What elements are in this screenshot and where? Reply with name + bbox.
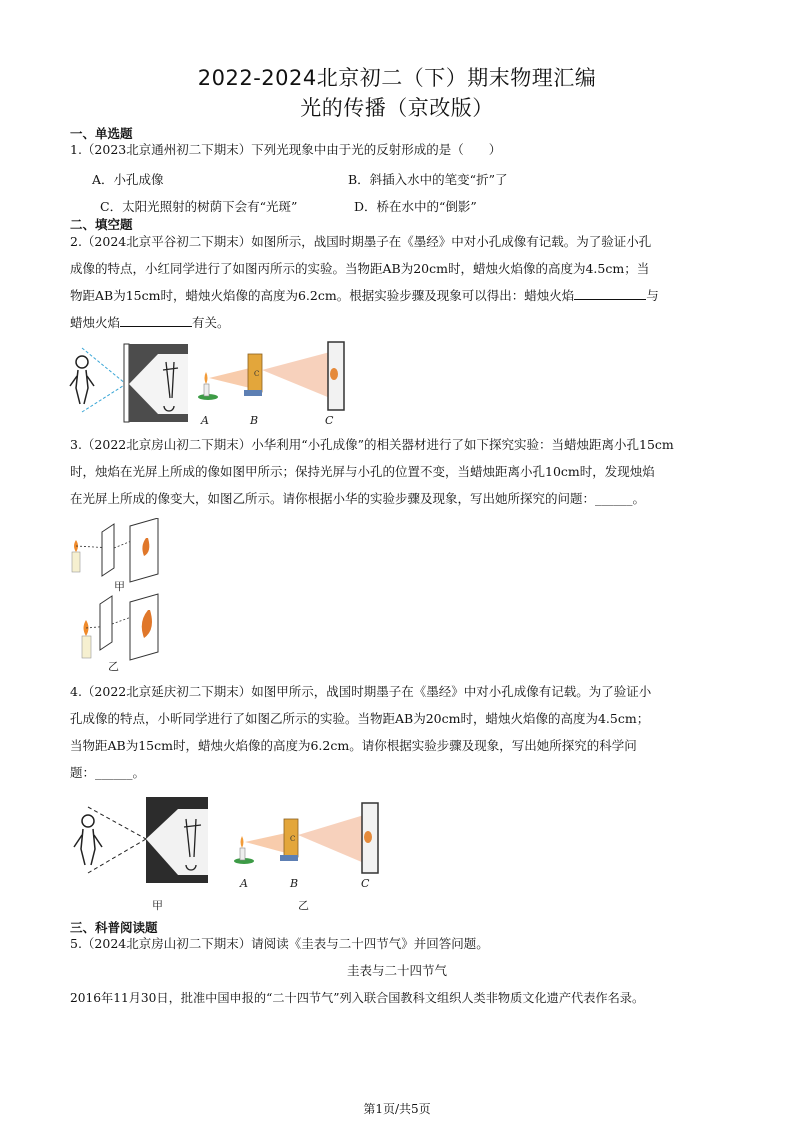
question-2-line-3-tail: 与 xyxy=(646,288,659,303)
label-b: B xyxy=(290,877,299,890)
article-title: 圭表与二十四节气 xyxy=(346,963,447,978)
page-footer: 第1页/共5页 xyxy=(363,1102,431,1116)
section-heading-single-choice: 一、单选题 xyxy=(70,126,133,141)
question-4-line-4: 题：______。 xyxy=(70,765,146,780)
label-c: C xyxy=(361,877,370,890)
label-yi: 乙 xyxy=(108,660,119,673)
svg-text:C: C xyxy=(290,835,296,843)
person-figure xyxy=(70,356,94,404)
question-2-line-3 xyxy=(70,287,659,305)
question-4-line-1: 4.（2022北京延庆初二下期末）如图甲所示，战国时期墨子在《墨经》中对小孔成像有记载。为了验证小 xyxy=(70,684,652,699)
question-1-option-d: D．桥在水中的“倒影” xyxy=(354,199,477,214)
label-c: C xyxy=(325,414,334,427)
question-4-line-3: 当物距AB为15cm时，蜡烛火焰像的高度为6.2cm。请你根据实验步骤及现象，写出她所探究的科学问 xyxy=(70,738,637,753)
answer-blank[interactable] xyxy=(120,314,192,327)
question-4-figure xyxy=(68,795,388,913)
question-2-line-2: 成像的特点，小红同学进行了如图丙所示的实验。当物距AB为20cm时，蜡烛火焰像的高度为4.5cm；当 xyxy=(70,261,650,276)
section-heading-reading: 三、科普阅读题 xyxy=(70,920,158,935)
question-3-figure xyxy=(68,518,178,676)
question-2-figure xyxy=(68,340,358,430)
question-3-line-1: 3.（2022北京房山初二下期末）小华利用“小孔成像”的相关器材进行了如下探究实验：当蜡烛距离小孔15cm xyxy=(70,437,674,452)
label-jia: 甲 xyxy=(114,580,125,593)
question-3-line-2: 时，烛焰在光屏上所成的像如图甲所示；保持光屏与小孔的位置不变，当蜡烛距离小孔10cm时，发现烛焰 xyxy=(70,464,655,479)
question-2-line-1: 2.（2024北京平谷初二下期末）如图所示，战国时期墨子在《墨经》中对小孔成像有记载。为了验证小孔 xyxy=(70,234,652,249)
question-2-line-4-tail: 有关。 xyxy=(192,315,230,330)
question-1-option-a: A．小孔成像 xyxy=(92,172,164,187)
section-heading-fill-blank: 二、填空题 xyxy=(70,217,133,232)
question-2-line-4 xyxy=(70,314,230,332)
question-1-stem: 1.（2023北京通州初二下期末）下列光现象中由于光的反射形成的是（ ） xyxy=(70,142,502,157)
svg-text:C: C xyxy=(254,370,260,378)
question-5-stem: 5.（2024北京房山初二下期末）请阅读《圭表与二十四节气》并回答问题。 xyxy=(70,936,489,951)
question-2-line-3-text: 物距AB为15cm时，蜡烛火焰像的高度为6.2cm。根据实验步骤及现象可以得出：蜡烛火焰 xyxy=(70,288,575,303)
page-subtitle: 光的传播（京改版） xyxy=(300,96,494,120)
label-b: B xyxy=(250,414,259,427)
question-1-option-c: C．太阳光照射的树荫下会有“光斑” xyxy=(100,199,298,214)
page-title: 2022-2024北京初二（下）期末物理汇编 xyxy=(197,66,597,90)
question-2-line-4-text: 蜡烛火焰 xyxy=(70,315,121,330)
question-3-line-3: 在光屏上所成的像变大，如图乙所示。请你根据小华的实验步骤及现象，写出她所探究的问题：______。 xyxy=(70,491,646,506)
question-4-line-2: 孔成像的特点，小昕同学进行了如图乙所示的实验。当物距AB为20cm时，蜡烛火焰像的高度为4.5cm； xyxy=(70,711,650,726)
answer-blank[interactable] xyxy=(574,287,646,300)
article-paragraph: 2016年11月30日，批准中国申报的“二十四节气”列入联合国教科文组织人类非物质文化遗产代表作名录。 xyxy=(70,991,645,1005)
label-a: A xyxy=(201,414,209,427)
question-1-option-b: B．斜插入水中的笔变“折”了 xyxy=(348,172,508,187)
label-a: A xyxy=(240,877,248,890)
label-jia: 甲 xyxy=(152,899,163,912)
person-figure xyxy=(74,815,102,865)
label-yi: 乙 xyxy=(298,899,309,912)
